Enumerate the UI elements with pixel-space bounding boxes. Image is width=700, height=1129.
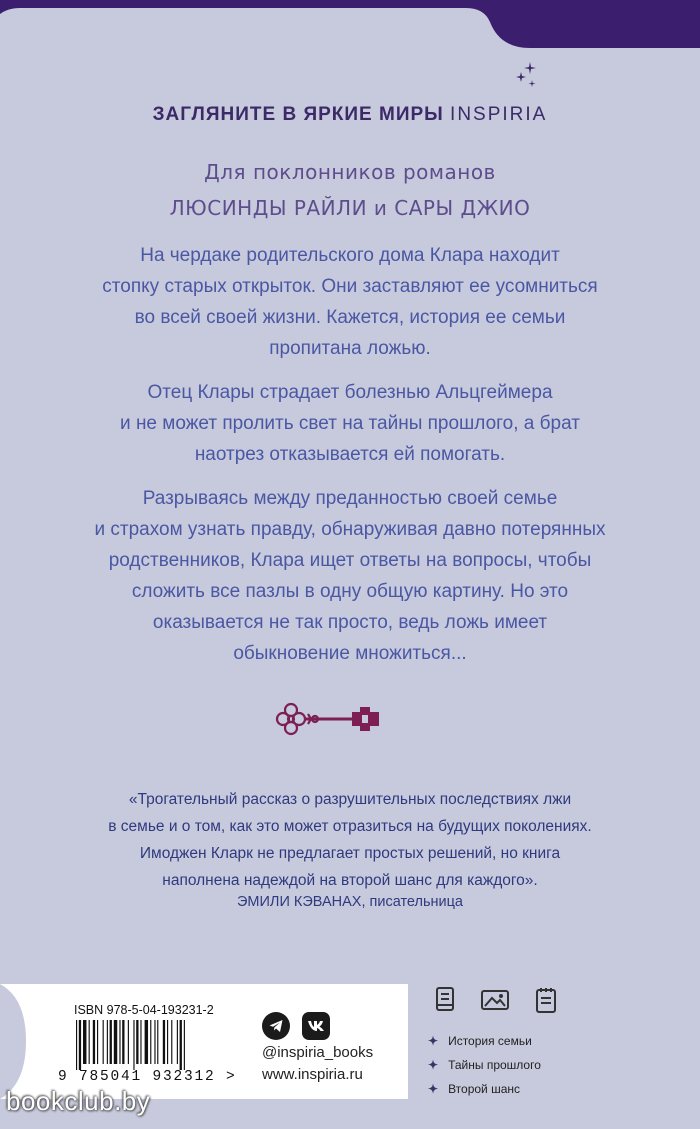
blurb-paragraph-1: На чердаке родительского дома Клара находит стопку старых открыток. Они заставляют ее усомниться во всей своей жизни. Кажется, история ее семьи пропитана ложью. [102, 245, 598, 359]
barcode-bar [145, 1020, 148, 1064]
quote-author-role: , писательница [361, 894, 463, 910]
barcode-bar [114, 1020, 117, 1064]
barcode-bar [171, 1020, 172, 1064]
quote-author-name: ЭМИЛИ КЭВАНАХ [237, 894, 362, 910]
series-brand: INSPIRIA [450, 104, 548, 125]
barcode-bar [150, 1020, 151, 1064]
barcode-bar [83, 1020, 86, 1064]
barcode-bar [177, 1020, 178, 1064]
feature-item: ✦ История семьи [428, 1034, 532, 1048]
plus-icon: ✦ [428, 1034, 439, 1048]
series-title [0, 104, 700, 126]
barcode-bar [184, 1020, 185, 1070]
tagline-line-2: ЛЮСИНДЫ РАЙЛИ и САРЫ ДЖИО [169, 196, 531, 220]
top-band-shape [0, 0, 700, 48]
barcode-bar [76, 1020, 77, 1070]
plus-icon: ✦ [428, 1058, 439, 1072]
barcode [74, 1020, 230, 1070]
isbn-text: ISBN 978-5-04-193231-2 [74, 1003, 214, 1017]
barcode-bar [122, 1020, 124, 1064]
feature-item: ✦ Тайны прошлого [428, 1058, 541, 1072]
barcode-bar [97, 1020, 98, 1064]
barcode-bar [133, 1020, 134, 1070]
key-icon [272, 700, 390, 738]
telegram-icon[interactable] [262, 1012, 290, 1040]
tagline-line-1: Для поклонников романов [204, 160, 496, 184]
notepad-icon [534, 986, 558, 1014]
social-handle[interactable]: @inspiria_books [262, 1044, 374, 1061]
barcode-bar [167, 1020, 168, 1064]
blurb-paragraph-2: Отец Клары страдает болезнью Альцгеймера и не может пролить свет на тайны прошлого, а брат наотрез отказывается ей помогать. [120, 382, 580, 465]
barcode-bar [140, 1020, 141, 1064]
barcode-bar [79, 1020, 81, 1070]
barcode-bar [93, 1020, 95, 1064]
barcode-bar [154, 1020, 155, 1064]
website-link[interactable]: www.inspiria.ru [262, 1066, 363, 1083]
book-icon [434, 986, 458, 1014]
barcode-bar [119, 1020, 120, 1064]
barcode-bar [128, 1020, 129, 1064]
barcode-bar [180, 1020, 182, 1070]
picture-icon [480, 986, 510, 1014]
barcode-bar [157, 1020, 158, 1064]
barcode-bar [136, 1020, 138, 1064]
vk-icon[interactable] [302, 1012, 330, 1040]
sparkle-icon [514, 60, 540, 90]
barcode-bar [107, 1020, 108, 1064]
series-title-main: ЗАГЛЯНИТЕ В ЯРКИЕ МИРЫ [152, 104, 444, 125]
barcode-bar [103, 1020, 104, 1064]
barcode-bar [110, 1020, 112, 1064]
barcode-bar [89, 1020, 90, 1064]
review-quote: «Трогательный рассказ о разрушительных последствиях лжи в семье и о том, как это может отразиться на будущих поколениях. Имоджен Кларк не предлагает простых решений, но книга наполнена надеждой на второй шанс для каждого». [108, 791, 592, 889]
watermark: bookclub.by [6, 1086, 151, 1116]
blurb-paragraph-3: Разрываясь между преданностью своей семье и страхом узнать правду, обнаруживая давно потерянных родственников, Клара ищет ответы на вопросы, чтобы сложить все пазлы в одну общую картину. Но это оказывается не так просто, ведь ложь имеет обыкновение множиться... [94, 488, 606, 664]
barcode-digits: 9 785041 932312 > [58, 1069, 237, 1085]
barcode-bar [163, 1020, 165, 1064]
quote-author [0, 894, 700, 910]
feature-item: ✦ Второй шанс [428, 1082, 521, 1096]
plus-icon: ✦ [428, 1082, 439, 1096]
